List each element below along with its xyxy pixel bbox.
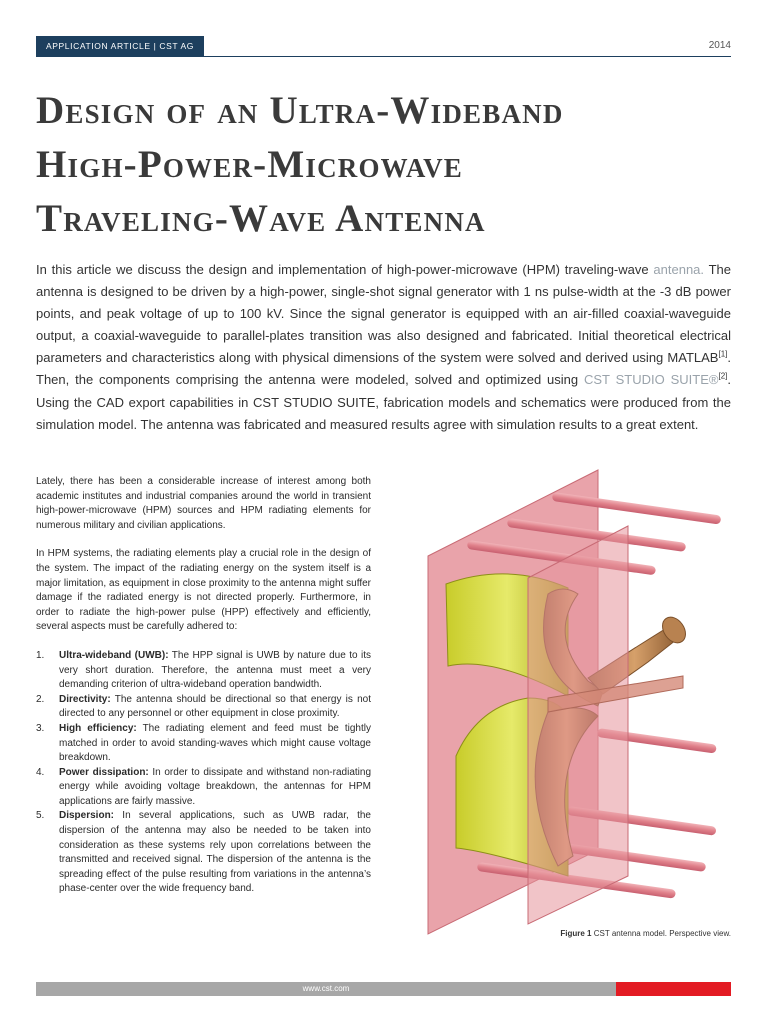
footer-url-link[interactable]: www.cst.com [302, 984, 350, 993]
list-term: Directivity: [59, 693, 111, 705]
title-line-3: Traveling-Wave Antenna [36, 197, 486, 240]
reference-1[interactable]: [1] [718, 350, 728, 360]
list-term: Power dissipation: [59, 766, 149, 778]
list-term: High efficiency: [59, 722, 137, 734]
list-text: In several applications, such as UWB radar, the dispersion of the antenna may also be needed to be taken into consideration as these systems rely upon correlations between the transmitted and received signal. The dispersion of the antenna is the spreading effect of the pulse resulting from variations in the antenna’s phase-center over the wide frequency band. [59, 810, 371, 895]
abstract-text-1: In this article we discuss the design and implementation of high-power-microwave (HPM) traveling-wave [36, 262, 654, 277]
abstract-text-2: The antenna is designed to be driven by a high-power, single-shot signal generator with 1 ns pulse-width at the -3 dB power points, and peak voltage of up to 100 kV. Since the signal generator is equipped with an air-filled coaxial-waveguide output, a coaxial-waveguide to parallel-plates transition was also designed and fabricated. Initial theoretical electrical parameters and characteristics along with physical dimensions of the system were solved and derived using MATLAB [36, 262, 731, 366]
article-type-tag: APPLICATION ARTICLE | CST AG [36, 36, 204, 56]
footer-bar [36, 982, 731, 996]
list-number: 3. [36, 722, 45, 734]
requirements-list [36, 649, 371, 897]
body-paragraph-1: Lately, there has been a considerable increase of interest among both academic institutes and industrial companies around the world in transient high-power-microwave (HPM) sources and HPM radiating elements for numerous military and civilian applications. [36, 476, 371, 531]
title-line-2: High-Power-Microwave [36, 143, 464, 186]
body-column [36, 475, 371, 897]
list-item [36, 649, 371, 693]
antenna-figure [398, 466, 732, 936]
publication-year: 2014 [708, 40, 731, 51]
header-bar [36, 36, 731, 57]
list-number: 1. [36, 649, 45, 661]
article-title [36, 84, 736, 246]
list-number: 2. [36, 693, 45, 705]
list-text: The antenna should be directional so that energy is not directed to any personnel or other equipment in close proximity. [59, 693, 371, 720]
figure-caption [560, 929, 731, 938]
figure-caption-text: CST antenna model. Perspective view. [591, 929, 731, 938]
list-item [36, 809, 371, 897]
abstract [36, 259, 731, 436]
list-term: Dispersion: [59, 810, 115, 822]
antenna-link[interactable]: antenna. [653, 262, 705, 277]
antenna-model-image [398, 466, 732, 936]
list-text: The radiating element and feed must be tightly matched in order to avoid standing-waves which might cause voltage breakdown. [59, 722, 371, 764]
list-item [36, 766, 371, 810]
body-paragraph-2: In HPM systems, the radiating elements play a crucial role in the design of the system. The impact of the radiating energy on the system itself is a major limitation, as equipment in close proximity to the antenna might suffer damage if the radiated energy is not directed properly. Furthermore, in order to radiate the high-power pulse (HPP) effectively and efficiently, several aspects must be carefully adhered to: [36, 548, 371, 633]
abstract-text-4: . Using the CAD export capabilities in CST STUDIO SUITE, fabrication models and schematics were produced from the simulation model. The antenna was fabricated and measured results agree with simulation results to a great extent. [36, 372, 731, 432]
list-text: The HPP signal is UWB by nature due to its very short duration. Therefore, the antenna must meet a very demanding criterion of ultra-wideband operation bandwidth. [59, 649, 371, 691]
abstract-text-3: . Then, the components comprising the antenna were modeled, solved and optimized using [36, 350, 731, 388]
cst-studio-suite-link[interactable]: CST STUDIO SUITE® [584, 372, 719, 388]
list-number: 5. [36, 810, 45, 822]
list-item [36, 693, 371, 722]
title-line-1: Design of an Ultra-Wideband [36, 89, 564, 132]
footer-red-bar [616, 982, 731, 996]
list-item [36, 722, 371, 766]
list-number: 4. [36, 766, 45, 778]
list-text: In order to dissipate and withstand non-radiating energy while avoiding voltage breakdown, the antennas for HPM applications are fairly massive. [59, 766, 371, 807]
reference-2[interactable]: [2] [718, 372, 728, 382]
figure-label: Figure 1 [560, 929, 592, 938]
list-term: Ultra-wideband (UWB): [59, 649, 169, 661]
